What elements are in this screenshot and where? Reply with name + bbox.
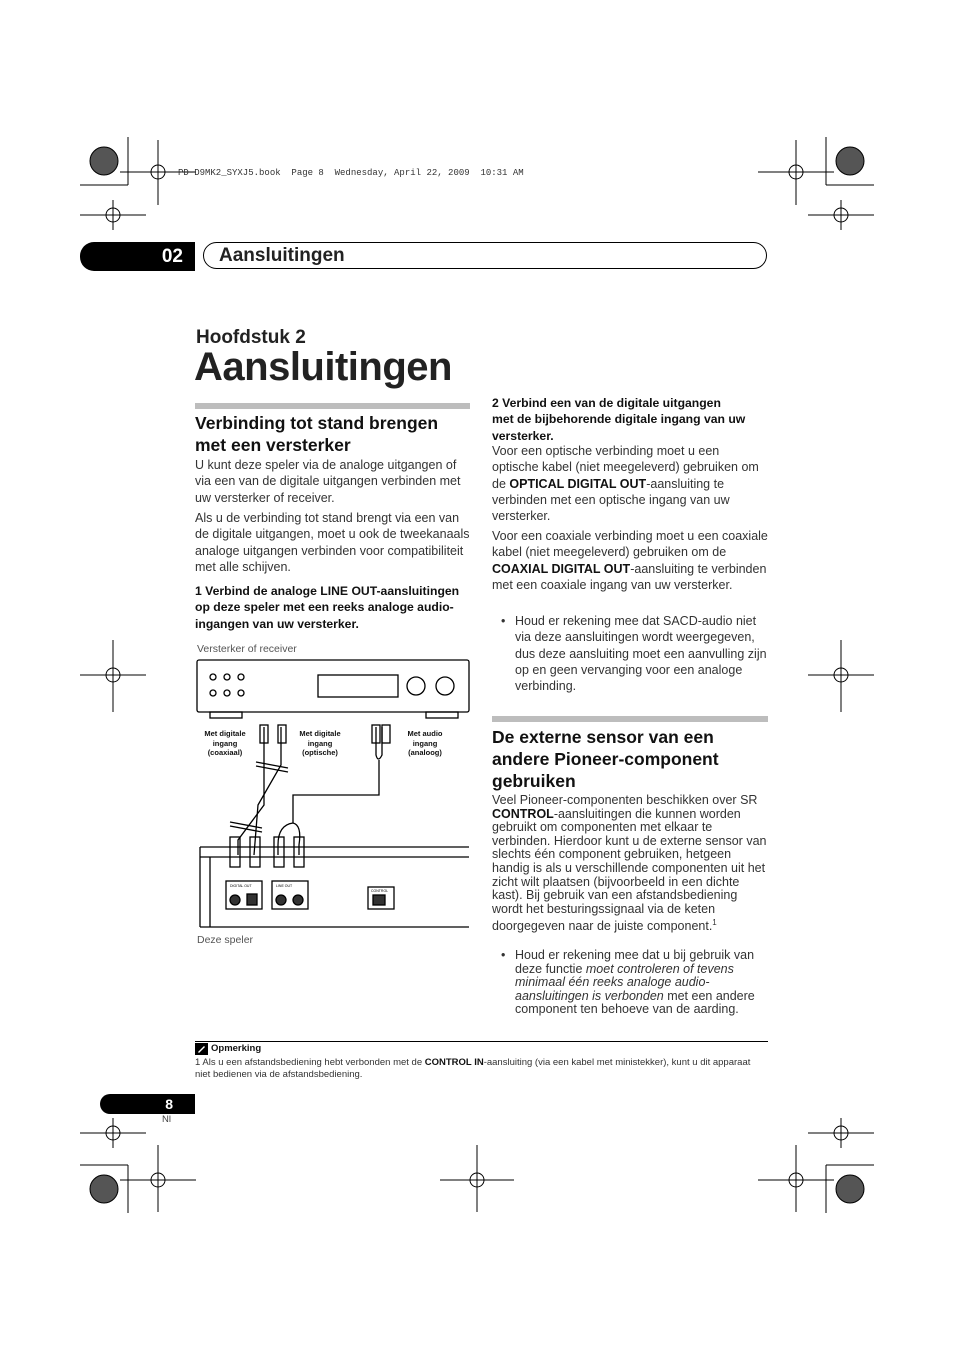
jack-lineout-label: LINE OUT: [276, 884, 293, 888]
grounding-bullet: • Houd er rekening mee dat u bij gebruik van deze functie moet controleren of tevens minimaal één reeks analoge audio-aansluitingen is verbonden met een andere component ten behoeve van de aarding.: [501, 948, 755, 1017]
label-analog-input: Met audio ingang (analoog): [407, 729, 443, 757]
section1-heading: Verbinding tot stand brengen met een versterker: [195, 413, 439, 455]
page-language: Nl: [162, 1114, 171, 1125]
note-icon: [195, 1043, 208, 1055]
chapter-label: Hoofdstuk 2: [196, 327, 306, 348]
chapter-title: Aansluitingen: [219, 245, 345, 266]
optical-para: Voor een optische verbinding moet u een optische kabel (niet meegeleverd) gebruiken om de OPTICAL DIGITAL OUT-aansluiting te verbinden met een optische ingang van uw versterker.: [492, 444, 759, 524]
step1: 1 Verbind de analoge LINE OUT-aansluitingen op deze speler met een reeks analoge audio-ingangen van uw versterker.: [195, 584, 460, 631]
jack-digital-label: DIGITAL OUT: [230, 884, 252, 888]
page-title: Aansluitingen: [194, 345, 452, 389]
sacd-bullet: • Houd er rekening mee dat SACD-audio niet via deze aansluitingen wordt weergegeven, dus deze aansluiting moet een aanvulling zijn op en geen vervanging voor een analoge verbinding.: [501, 614, 767, 694]
section-divider-2: [492, 716, 768, 722]
player-label: Deze speler: [197, 934, 254, 946]
section1-para1: U kunt deze speler via de analoge uitgangen of via een van de digitale uitgangen verbinden met uw versterker of receiver.: [195, 458, 461, 505]
label-optical-input: Met digitale ingang (optische): [299, 729, 341, 757]
step2: 2 Verbind een van de digitale uitgangen met de bijbehorende digitale ingang van uw versterker.: [492, 396, 746, 443]
section2-heading: De externe sensor van een andere Pioneer-component gebruiken: [492, 727, 719, 791]
section-divider: [195, 403, 470, 409]
label-coax-input: Met digitale ingang (coaxiaal): [204, 729, 246, 757]
jack-control-label: CONTROL: [371, 889, 389, 893]
coaxial-para: Voor een coaxiale verbinding moet u een coaxiale kabel (niet meegeleverd) gebruiken om de COAXIAL DIGITAL OUT-aansluiting te verbinden met een coaxiale ingang van uw versterker.: [492, 529, 768, 592]
connection-diagram: [196, 655, 472, 945]
section2-para: Veel Pioneer-componenten beschikken over SR CONTROL-aansluitingen die kunnen worden gebruikt om componenten met elkaar te verbinden. Hierdoor kunt u de externe sensor van slechts één component gebruiken, hetgeen handig is als u verschillende componenten uit het zicht wilt plaatsen (bijvoorbeeld in een dichte kast). Bij gebruik van een afstandsbediening wordt het besturingssignaal via de keten doorgegeven naar de juiste component.$^1$: [492, 793, 767, 934]
amplifier-body: [197, 660, 469, 712]
footnote-rule: [195, 1041, 768, 1042]
chapter-number: 02: [80, 242, 195, 271]
amp-foot-left: [210, 712, 242, 718]
note-text: 1 Als u een afstandsbediening hebt verbonden met de CONTROL IN-aansluiting (via een kabel met ministekker), kunt u dit apparaat niet bedienen via de afstandsbediening.: [195, 1057, 751, 1081]
page-number: 8: [100, 1094, 195, 1114]
note-title: Opmerking: [211, 1043, 262, 1054]
print-header: PD-D9MK2_SYXJ5.book Page 8 Wednesday, April 22, 2009 10:31 AM: [178, 168, 524, 178]
section1-para2: Als u de verbinding tot stand brengt via een van de digitale uitgangen, moet u ook de tweekanaals analoge uitgangen verbinden voor compatibiliteit met alle schijven.: [195, 511, 470, 574]
amp-label: Versterker of receiver: [197, 643, 297, 655]
amp-display: [318, 675, 398, 697]
amp-foot-right: [426, 712, 458, 718]
